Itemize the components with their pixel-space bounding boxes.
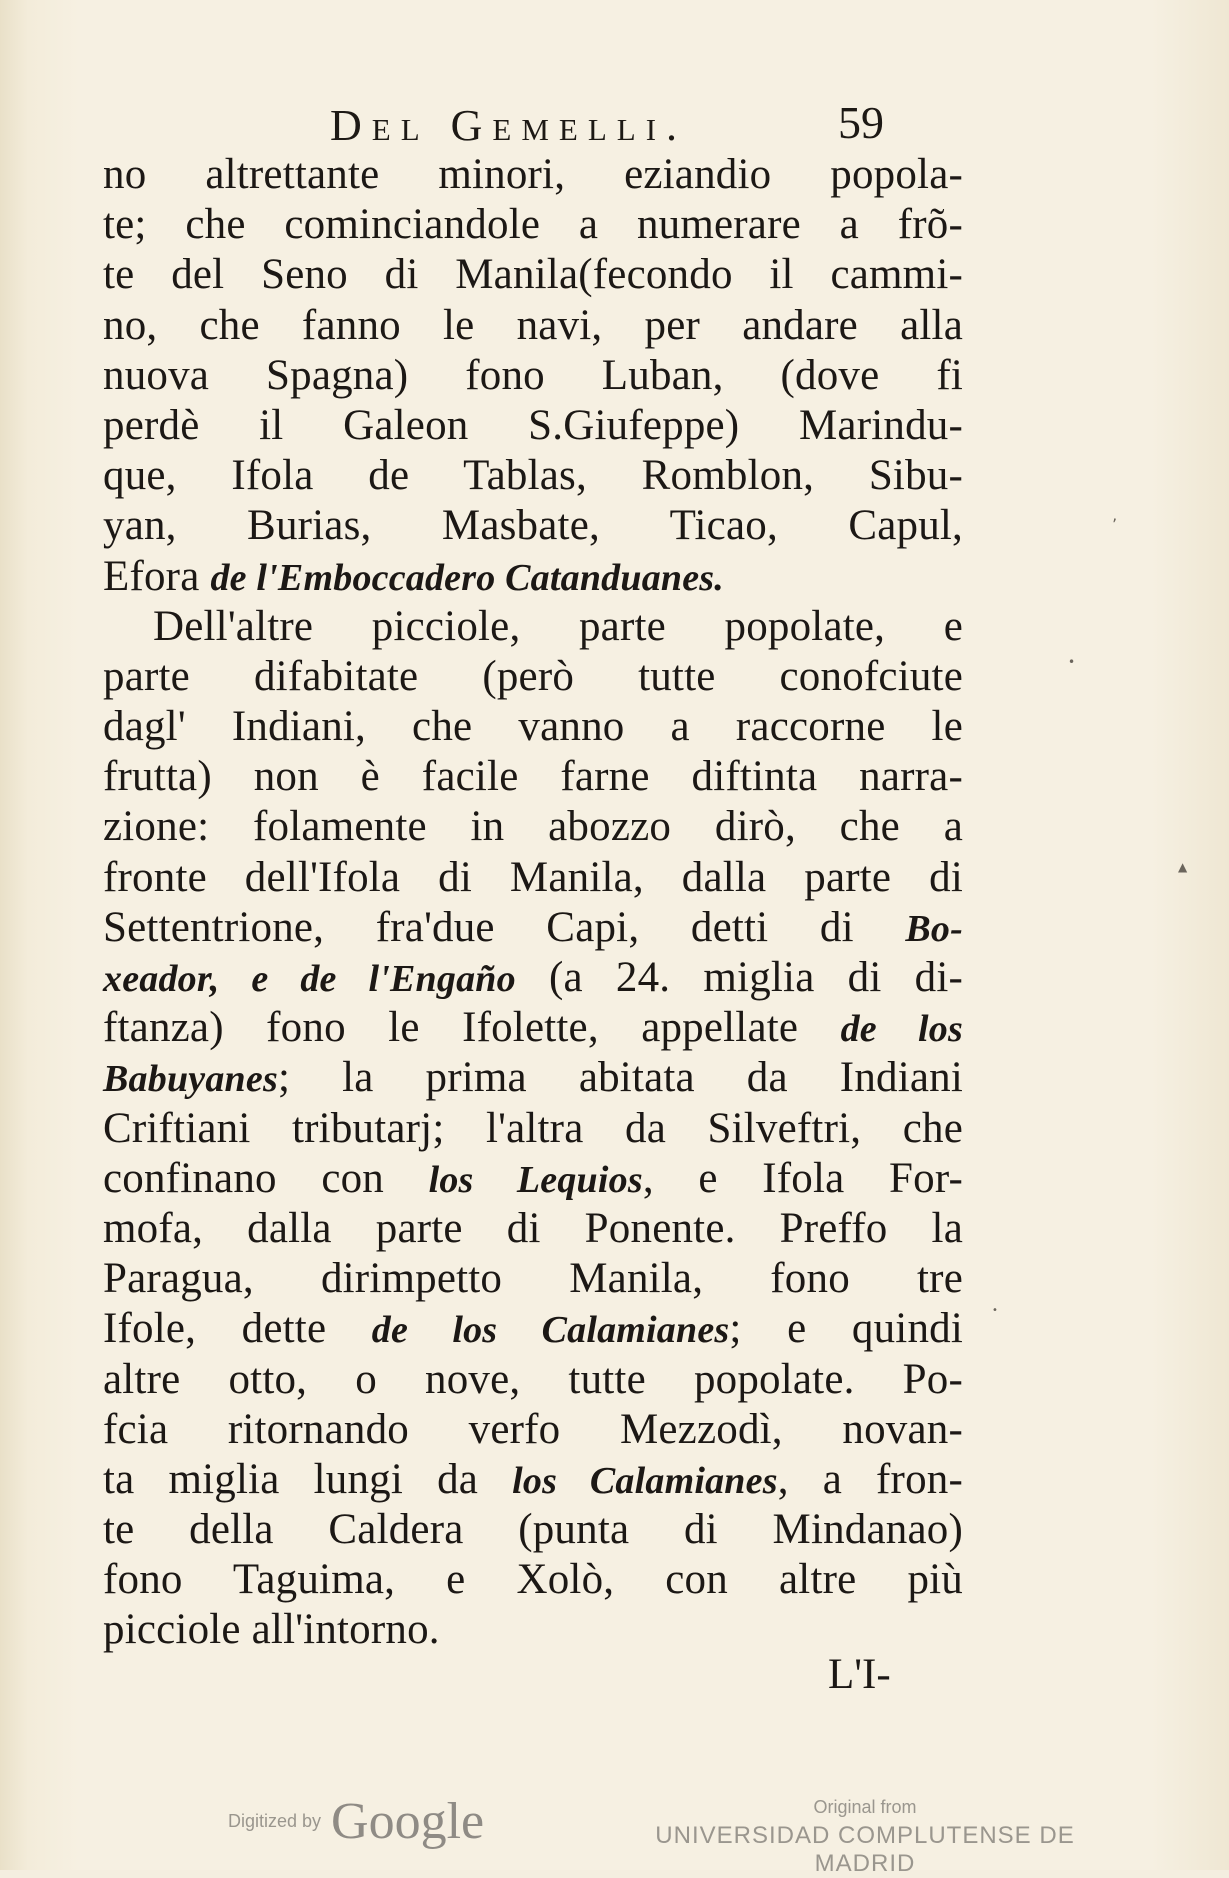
text-line: fcia ritornando verfo Mezzodì, novan- <box>103 1405 963 1453</box>
text-line: xeador, e de l'Engaño (a 24. miglia di di- <box>103 954 963 1001</box>
text-line: fono Taguima, e Xolò, con altre più <box>103 1556 963 1604</box>
text-line: fronte dell'Ifola di Manila, dalla parte di <box>103 853 963 901</box>
page-number: 59 <box>838 97 884 148</box>
text-line: te della Caldera (punta di Mindanao) <box>103 1506 963 1554</box>
original-label: Original from <box>813 1797 917 1817</box>
text-line: ta miglia lungi da los Calamianes, a fron- <box>103 1455 963 1503</box>
digitized-label: Digitized by <box>228 1811 322 1831</box>
text-line: altre otto, o nove, tutte popolate. Po- <box>103 1355 963 1403</box>
text-line: frutta) non è facile farne diftinta narra- <box>103 753 963 801</box>
text-line: yan, Burias, Masbate, Ticao, Capul, <box>103 502 963 550</box>
text-line: ftanza) fono le Ifolette, appellate de los <box>103 1004 963 1052</box>
body-text <box>103 150 963 1656</box>
text-line: Settentrione, fra'due Capi, detti di Bo- <box>103 903 963 951</box>
ink-speck: • <box>1068 655 1076 669</box>
catchword: L'I- <box>828 1651 891 1698</box>
text-line: te; che cominciandole a numerare a frõ- <box>103 201 963 249</box>
text-line: no, che fanno le navi, per andare alla <box>103 301 963 349</box>
text-line: perdè il Galeon S.Giufeppe) Marindu- <box>103 401 963 449</box>
text-line: Dell'altre picciole, parte popolate, e <box>153 602 963 650</box>
text-line: Efora de l'Emboccadero Catanduanes. <box>103 552 724 600</box>
google-logo: Google <box>331 1793 485 1850</box>
text-line: Criftiani tributarj; l'altra da Silveftri, che <box>103 1104 963 1152</box>
institution-name: UNIVERSIDAD COMPLUTENSE DE MADRID <box>655 1822 1075 1877</box>
text-line: te del Seno di Manila(fecondo il cammi- <box>103 251 963 299</box>
text-line: parte difabitate (però tutte conofciute <box>103 652 963 700</box>
original-from-notice <box>630 1797 1100 1878</box>
text-line: Babuyanes; la prima abitata da Indiani <box>103 1054 963 1102</box>
text-line: picciole all'intorno. <box>103 1606 440 1654</box>
text-line: no altrettante minori, eziandio popola- <box>103 151 963 198</box>
text-line: confinano con los Lequios, e Ifola For- <box>103 1154 963 1202</box>
text-line: dagl' Indiani, che vanno a raccorne le <box>103 703 963 751</box>
text-line: Ifole, dette de los Calamianes; e quindi <box>103 1305 963 1353</box>
digitized-by-notice <box>228 1792 484 1851</box>
ink-speck: ▲ <box>1178 860 1188 874</box>
text-line: zione: folamente in abozzo dirò, che a <box>103 803 963 851</box>
text-line: mofa, dalla parte di Ponente. Preffo la <box>103 1204 963 1252</box>
ink-speck: ’ <box>1112 515 1118 534</box>
text-line: Paragua, dirimpetto Manila, fono tre <box>103 1255 963 1303</box>
ink-speck: • <box>992 1305 998 1316</box>
text-line: que, Ifola de Tablas, Romblon, Sibu- <box>103 452 963 500</box>
text-line: nuova Spagna) fono Luban, (dove fi <box>103 351 963 399</box>
running-head: Del Gemelli. <box>330 101 688 150</box>
